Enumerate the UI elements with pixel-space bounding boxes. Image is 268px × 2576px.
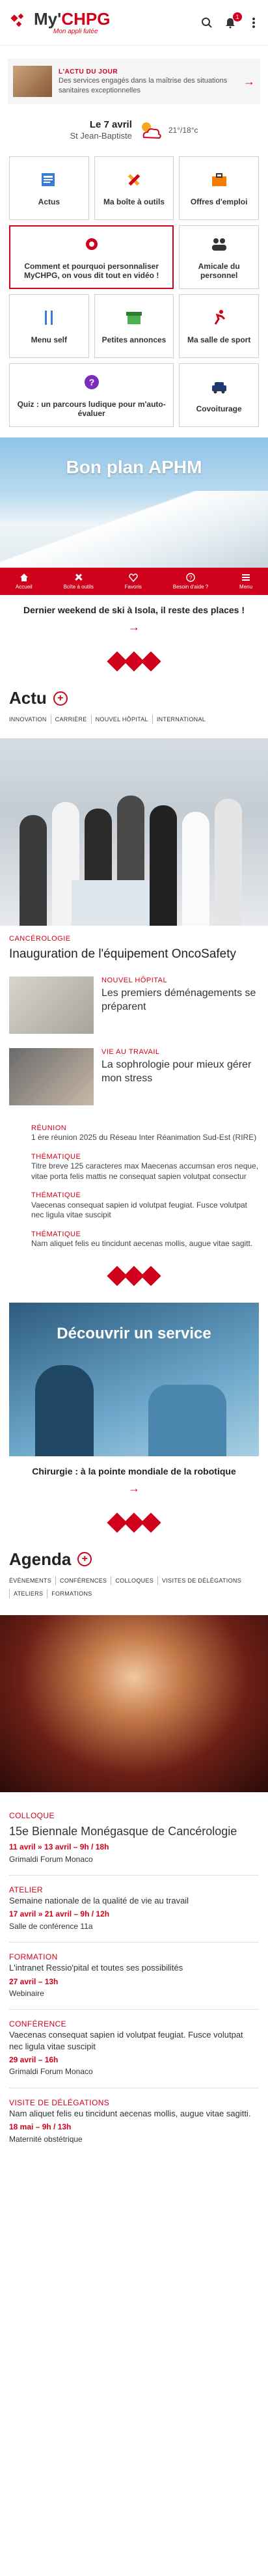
tile-classifieds[interactable] <box>94 294 174 358</box>
tile-personalize-video[interactable] <box>9 225 174 289</box>
event-item[interactable] <box>9 1943 259 2010</box>
event-kicker: ATELIER <box>9 1885 43 1894</box>
bon-plan-banner[interactable] <box>0 437 268 595</box>
brief-text: Nam aliquet felis eu tincidunt aecenas mollis, augue vitae sagitt. <box>31 1239 253 1249</box>
arrow-right-icon: → <box>243 74 255 88</box>
event-location: Grimaldi Forum Monaco <box>9 1854 93 1864</box>
shortcut-grid <box>0 156 268 427</box>
agenda-hero-image[interactable] <box>0 1615 268 1792</box>
tile-amicale[interactable] <box>179 225 259 289</box>
logo[interactable] <box>8 10 110 35</box>
notification-badge: 1 <box>233 12 242 21</box>
help-icon <box>186 573 195 582</box>
tile-label: Petites annonces <box>101 335 167 344</box>
tile-label: Actus <box>38 197 60 206</box>
bon-plan-caption-text: Dernier weekend de ski à Isola, il reste des places ! <box>23 605 245 615</box>
brief-kicker: THÉMATIQUE <box>31 1191 81 1200</box>
shop-icon <box>124 308 144 327</box>
event-title: Semaine nationale de la qualité de vie au travail <box>9 1895 189 1905</box>
tile-label: Comment et pourquoi personnaliser MyCHPG, on vous dit tout en vidéo ! <box>23 262 159 280</box>
news-of-day-image <box>13 66 52 97</box>
arrow-right-icon: → <box>128 620 140 633</box>
app-header <box>0 0 268 46</box>
discover-service-banner[interactable] <box>9 1303 259 1456</box>
home-icon <box>20 573 29 582</box>
chip-formations[interactable]: FORMATIONS <box>47 1589 96 1598</box>
search-icon[interactable] <box>200 16 213 29</box>
event-date: 11 avril » 13 avril – 9h / 18h <box>9 1842 109 1852</box>
people-icon <box>209 234 229 254</box>
nav-label: Besoin d'aide ? <box>172 584 209 590</box>
brief-text: Titre breve 125 caracteres max Maecenas accumsan eros neque, vitae porta felis mattis ne consequat sapien volutpat consectur <box>31 1161 259 1181</box>
brief-text: 1 ère réunion 2025 du Réseau Inter Réanimation Sud-Est (RIRE) <box>31 1133 257 1143</box>
actu-briefs <box>0 1124 268 1249</box>
event-title: Nam aliquet felis eu tincidunt aecenas mollis, augue vitae sagitti. <box>9 2108 251 2118</box>
tile-actus[interactable] <box>9 156 89 220</box>
utensils-icon <box>39 308 59 327</box>
svg-text:?: ? <box>88 377 94 387</box>
divider-diamonds <box>0 1269 268 1283</box>
actu-hero-image[interactable] <box>0 738 268 926</box>
event-title: 15e Biennale Monégasque de Cancérologie <box>9 1825 237 1838</box>
brief-item[interactable] <box>31 1152 259 1182</box>
logo-mark-icon <box>8 12 30 34</box>
tile-label: Quiz : un parcours ludique pour m'auto-évaluer <box>17 400 166 418</box>
brief-item[interactable] <box>31 1191 259 1220</box>
heart-icon <box>129 573 138 582</box>
event-item[interactable] <box>9 2088 259 2155</box>
event-kicker: CONFÉRENCE <box>9 2019 67 2029</box>
discover-caption[interactable] <box>0 1465 268 1496</box>
nav-home[interactable] <box>16 573 33 590</box>
article-title: La sophrologie pour mieux gérer mon stress <box>101 1059 252 1084</box>
bell-icon[interactable] <box>224 13 239 29</box>
weather-date: Le 7 avril <box>89 119 132 131</box>
tile-label: Ma boîte à outils <box>103 197 165 206</box>
nav-label: Menu <box>239 584 253 590</box>
nav-label: Favoris <box>124 584 142 590</box>
agenda-categories <box>0 1570 268 1602</box>
agenda-events <box>0 1801 268 2155</box>
tile-gym[interactable] <box>179 294 259 358</box>
actu-categories <box>0 708 268 728</box>
news-of-day-kicker: L'ACTU DU JOUR <box>59 68 118 76</box>
event-item[interactable] <box>9 2010 259 2088</box>
brief-text: Vaecenas consequat sapien id volutpat feugiat. Fusce volutpat nec ligula vitae suscipit <box>31 1200 247 1220</box>
car-icon <box>209 377 229 396</box>
tile-menu-self[interactable] <box>9 294 89 358</box>
event-item[interactable] <box>9 1801 259 1876</box>
news-of-day-card[interactable] <box>8 59 260 104</box>
agenda-title: Agenda <box>9 1549 72 1569</box>
agenda-header <box>0 1549 268 1570</box>
article-kicker: NOUVEL HÔPITAL <box>101 976 168 984</box>
chip-visites[interactable]: VISITES DE DÉLÉGATIONS <box>157 1576 245 1585</box>
brief-kicker: THÉMATIQUE <box>31 1230 81 1238</box>
event-date: 17 avril » 21 avril – 9h / 12h <box>9 1909 110 1919</box>
tile-label: Offres d'emploi <box>190 197 248 206</box>
bon-plan-caption[interactable] <box>0 604 268 635</box>
event-kicker: COLLOQUE <box>9 1810 55 1820</box>
actu-header <box>0 688 268 708</box>
quiz-icon <box>82 372 101 392</box>
event-location: Salle de conférence 11a <box>9 1921 93 1931</box>
event-item[interactable] <box>9 1876 259 1943</box>
add-icon[interactable]: + <box>53 691 68 706</box>
chip-ateliers[interactable]: ATELIERS <box>9 1589 47 1598</box>
mountain-image <box>0 491 268 569</box>
event-location: Grimaldi Forum Monaco <box>9 2067 93 2077</box>
arrow-right-icon: → <box>128 1481 140 1495</box>
chip-conferences[interactable]: CONFÉRENCES <box>55 1576 111 1585</box>
event-kicker: FORMATION <box>9 1952 58 1961</box>
event-location: Webinaire <box>9 1988 44 1998</box>
actu-main-article[interactable] <box>0 926 268 962</box>
discover-title: Découvrir un service <box>57 1324 211 1342</box>
brand-title: My'CHPG <box>34 8 111 29</box>
actu-small-article[interactable] <box>0 1048 268 1105</box>
bottom-nav <box>0 568 268 595</box>
event-title: L'intranet Ressio'pital et toutes ses possibilités <box>9 1963 183 1973</box>
article-image <box>9 1048 94 1105</box>
nav-label: Boîte à outils <box>63 584 94 590</box>
article-title: Les premiers déménagements se préparent <box>101 987 256 1012</box>
event-location: Maternité obstétrique <box>9 2134 83 2144</box>
chip-international[interactable]: INTERNATIONAL <box>152 715 209 724</box>
divider-diamonds <box>0 1516 268 1530</box>
nav-help[interactable] <box>173 573 208 590</box>
brand-tagline: Mon appli futée <box>53 27 98 35</box>
divider-diamonds <box>0 654 268 669</box>
article-image <box>9 976 94 1034</box>
article-kicker: VIE AU TRAVAIL <box>101 1047 160 1056</box>
add-icon[interactable]: + <box>77 1552 92 1566</box>
brief-item[interactable] <box>31 1230 259 1249</box>
nav-label: Accueil <box>15 584 33 590</box>
nav-toolbox[interactable] <box>64 573 94 590</box>
article-kicker: CANCÉROLOGIE <box>9 935 71 943</box>
tile-quiz[interactable] <box>9 363 174 427</box>
event-title: Vaecenas consequat sapien id volutpat feugiat. Fusce volutpat nec ligula vitae suscipit <box>9 2030 243 2051</box>
nav-menu[interactable] <box>239 573 252 590</box>
actu-title: Actu <box>9 688 47 708</box>
hamburger-icon <box>241 573 250 582</box>
tile-label: Covoiturage <box>196 404 242 413</box>
weather-temp: 21°/18°c <box>168 126 198 135</box>
chip-colloques[interactable]: COLLOQUES <box>111 1576 157 1585</box>
tile-label: Amicale du personnel <box>198 262 240 280</box>
running-icon <box>209 308 229 327</box>
article-title: Inauguration de l'équipement OncoSafety <box>9 947 237 962</box>
event-date: 29 avril – 16h <box>9 2055 59 2065</box>
tile-carpool[interactable] <box>179 363 259 427</box>
weather-widget <box>0 115 268 146</box>
actu-small-article[interactable] <box>0 976 268 1034</box>
brief-item[interactable] <box>31 1124 259 1143</box>
chip-nouvel-hopital[interactable]: NOUVEL HÔPITAL <box>91 715 152 724</box>
news-of-day-text: Des services engagés dans la maîtrise des situations sanitaires exceptionnelles <box>59 77 228 94</box>
tools-icon <box>124 170 144 189</box>
tile-label: Menu self <box>31 335 67 344</box>
more-vertical-icon[interactable] <box>247 16 260 29</box>
gear-icon <box>82 234 101 254</box>
tile-label: Ma salle de sport <box>187 335 251 344</box>
event-date: 27 avril – 13h <box>9 1976 59 1986</box>
svg-text:?: ? <box>189 574 193 581</box>
chip-evenements[interactable]: ÉVÈNEMENTS <box>9 1577 52 1584</box>
nav-favorites[interactable] <box>125 573 142 590</box>
event-kicker: VISITE DE DÉLÉGATIONS <box>9 2098 110 2107</box>
tile-jobs[interactable] <box>179 156 259 220</box>
bon-plan-title: Bon plan APHM <box>66 457 202 477</box>
discover-caption-text: Chirurgie : à la pointe mondiale de la robotique <box>32 1465 236 1476</box>
saint-of-day: St Jean-Baptiste <box>70 131 132 141</box>
tools-icon <box>74 573 83 582</box>
chip-innovation[interactable]: INNOVATION <box>9 716 47 723</box>
newspaper-icon <box>39 170 59 189</box>
tile-toolbox[interactable] <box>94 156 174 220</box>
event-date: 18 mai – 9h / 13h <box>9 2122 72 2132</box>
chip-carriere[interactable]: CARRIÈRE <box>51 715 91 724</box>
weather-cloud-sun-icon <box>137 119 163 141</box>
brief-kicker: RÉUNION <box>31 1124 67 1132</box>
briefcase-icon <box>209 170 229 189</box>
brief-kicker: THÉMATIQUE <box>31 1152 81 1161</box>
